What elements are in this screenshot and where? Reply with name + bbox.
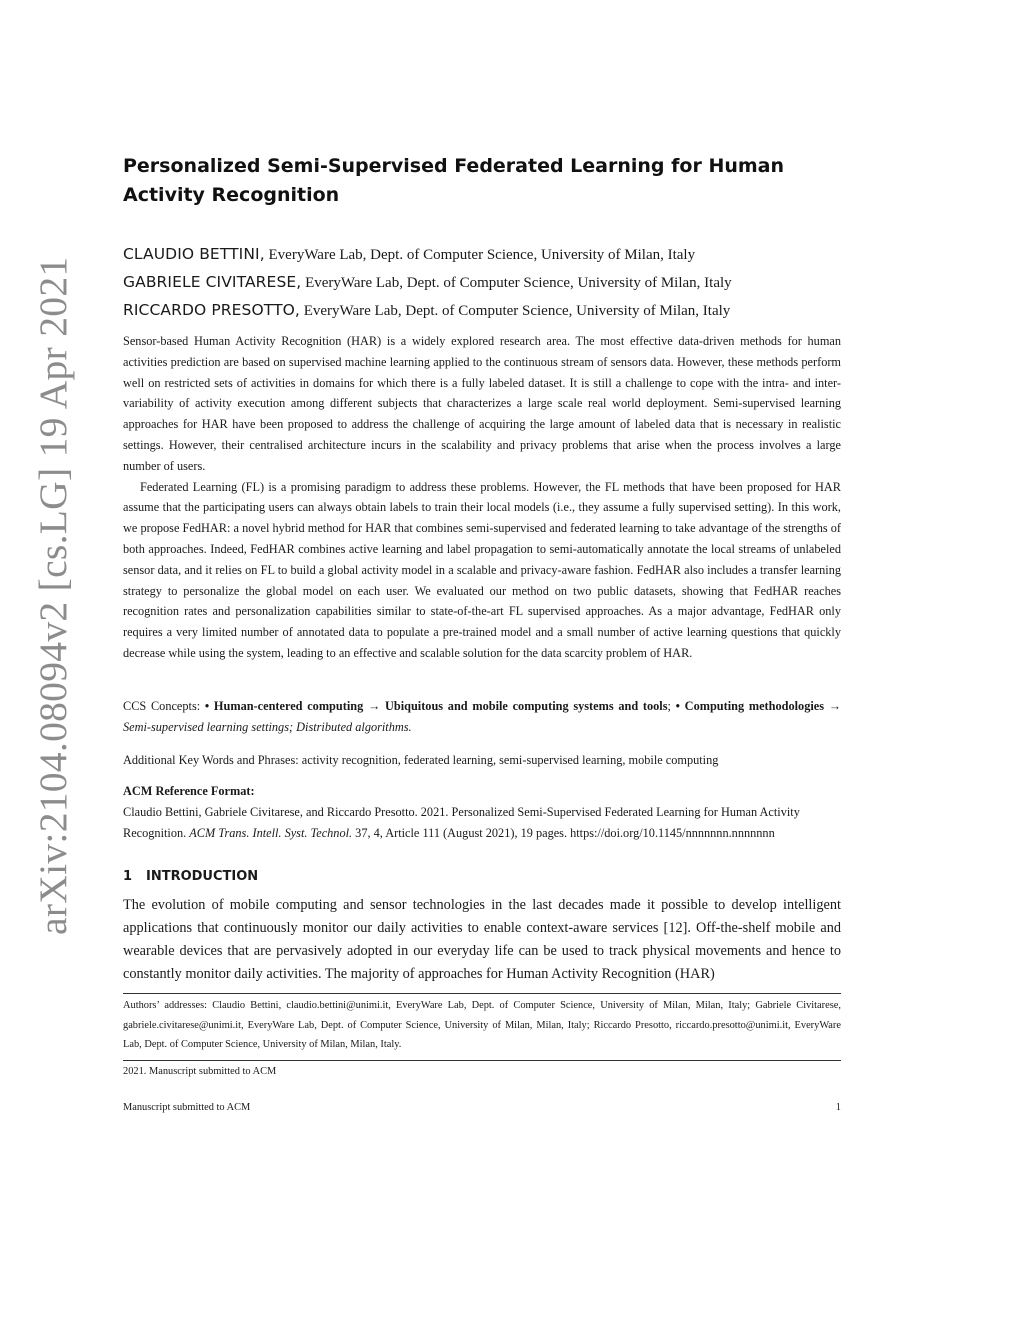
author-name: GABRIELE CIVITARESE, [123,273,302,291]
section-title: INTRODUCTION [146,869,259,884]
author-entry [123,241,841,269]
paper-title: Personalized Semi-Supervised Federated Learning for Human Activity Recognition [123,155,785,206]
section-number: 1 [123,869,133,884]
author-affiliation: EveryWare Lab, Dept. of Computer Science, University of Milan, Italy [303,303,731,319]
section-heading [123,866,841,888]
ccs-concepts [123,696,841,738]
abstract [123,331,841,664]
author-entry [123,269,841,297]
acm-reference-journal: ACM Trans. Intell. Syst. Technol. [189,825,353,840]
submitted-divider [123,1060,841,1061]
footnote-divider [123,993,841,994]
ccs-concept-2: • Computing methodologies → [675,699,842,713]
acm-reference-details: 37, 4, Article 111 (August 2021), 19 pages. https://doi.org/10.1145/nnnnnnn.nnnnnnn [352,825,775,840]
abstract-paragraph-1: Sensor-based Human Activity Recognition (HAR) is a widely explored research area. The most effective data-driven methods for human activities prediction are based on supervised machine learning applied to the continuous stream of sensors data. However, these methods perform well on restricted sets of activities in domains for which there is a fully labeled dataset. It is still a challenge to cope with the intra- and inter-variability of activity execution among different subjects that characterizes a large scale real world deployment. Semi-supervised learning approaches for HAR have been proposed to address the challenge of acquiring the large amount of labeled data that is necessary in realistic settings. However, their centralised architecture incurs in the scalability and privacy problems that arise when the process involves a large number of users. [123,334,841,473]
author-addresses-footnote: Authors’ addresses: Claudio Bettini, claudio.bettini@unimi.it, EveryWare Lab, Dept. of Computer Science, University of Milan, Milan, Italy; Gabriele Civitarese, gabriele.civitarese@unimi.it, EveryWare Lab, Dept. of Computer Science, University of Milan, Milan, Italy; Riccardo Presotto, riccardo.presotto@unimi.it, EveryWare Lab, Dept. of Computer Science, University of Milan, Milan, Italy. [123,1000,841,1050]
author-affiliation: EveryWare Lab, Dept. of Computer Science, University of Milan, Italy [268,247,696,263]
acm-reference-citation: Claudio Bettini, Gabriele Civitarese, and Riccardo Presotto. 2021. Personalized Semi-Supervised Federated Learning for Human Activity Recognition. [123,804,800,840]
author-name: CLAUDIO BETTINI, [123,245,265,263]
acm-reference [123,781,841,843]
page-footer [123,1099,841,1117]
author-list [123,241,841,325]
ccs-separator: ; [667,699,671,713]
submitted-note: 2021. Manuscript submitted to ACM [123,1066,277,1077]
author-name: RICCARDO PRESOTTO, [123,301,300,319]
author-affiliation: EveryWare Lab, Dept. of Computer Science, University of Milan, Italy [305,275,732,291]
abstract-paragraph-2: Federated Learning (FL) is a promising paradigm to address these problems. However, the FL methods that have been proposed for HAR assume that the participating users can always obtain labels to train their local models (i.e., they assume a fully supervised setting). In this work, we propose FedHAR: a novel hybrid method for HAR that combines semi-supervised and federated learning to take advantage of the strengths of both approaches. Indeed, FedHAR combines active learning and label propagation to semi-automatically annotate the local streams of unlabeled sensor data, and it relies on FL to build a global activity model in a scalable and privacy-aware fashion. FedHAR also includes a transfer learning strategy to personalize the global model on each user. We evaluated our method on two public datasets, showing that FedHAR reaches recognition rates and personalization capabilities similar to state-of-the-art FL supervised approaches. As a major advantage, FedHAR only requires a very limited number of annotated data to populate a pre-trained model and a small number of active learning questions that quickly decrease while using the system, leading to an effective and scalable solution for the data scarcity problem of HAR. [123,479,841,660]
intro-paragraph: The evolution of mobile computing and sensor technologies in the last decades made it possible to develop intelligent applications that continuously monitor our daily activities to enable context-aware services [12]. Off-the-shelf mobile and wearable devices that are pervasively adopted in our everyday life can be used to track physical movements and hence to constantly monitor daily activities. The majority of approaches for Human Activity Recognition (HAR) [123,897,841,982]
ccs-concept-2-sub: Semi-supervised learning settings; Distributed algorithms. [123,719,412,734]
ccs-concept-1: • Human-centered computing → Ubiquitous and mobile computing systems and tools [204,699,668,713]
acm-reference-text [123,802,841,844]
acm-reference-heading: ACM Reference Format: [123,784,255,798]
author-entry [123,297,841,325]
keywords: Additional Key Words and Phrases: activity recognition, federated learning, semi-supervised learning, mobile computing [123,753,719,767]
ccs-label: CCS Concepts: [123,699,201,713]
arxiv-stamp: arXiv:2104.08094v2 [cs.LG] 19 Apr 2021 [31,256,75,935]
footer-left: Manuscript submitted to ACM [123,1102,251,1113]
page-number: 1 [835,1102,841,1113]
